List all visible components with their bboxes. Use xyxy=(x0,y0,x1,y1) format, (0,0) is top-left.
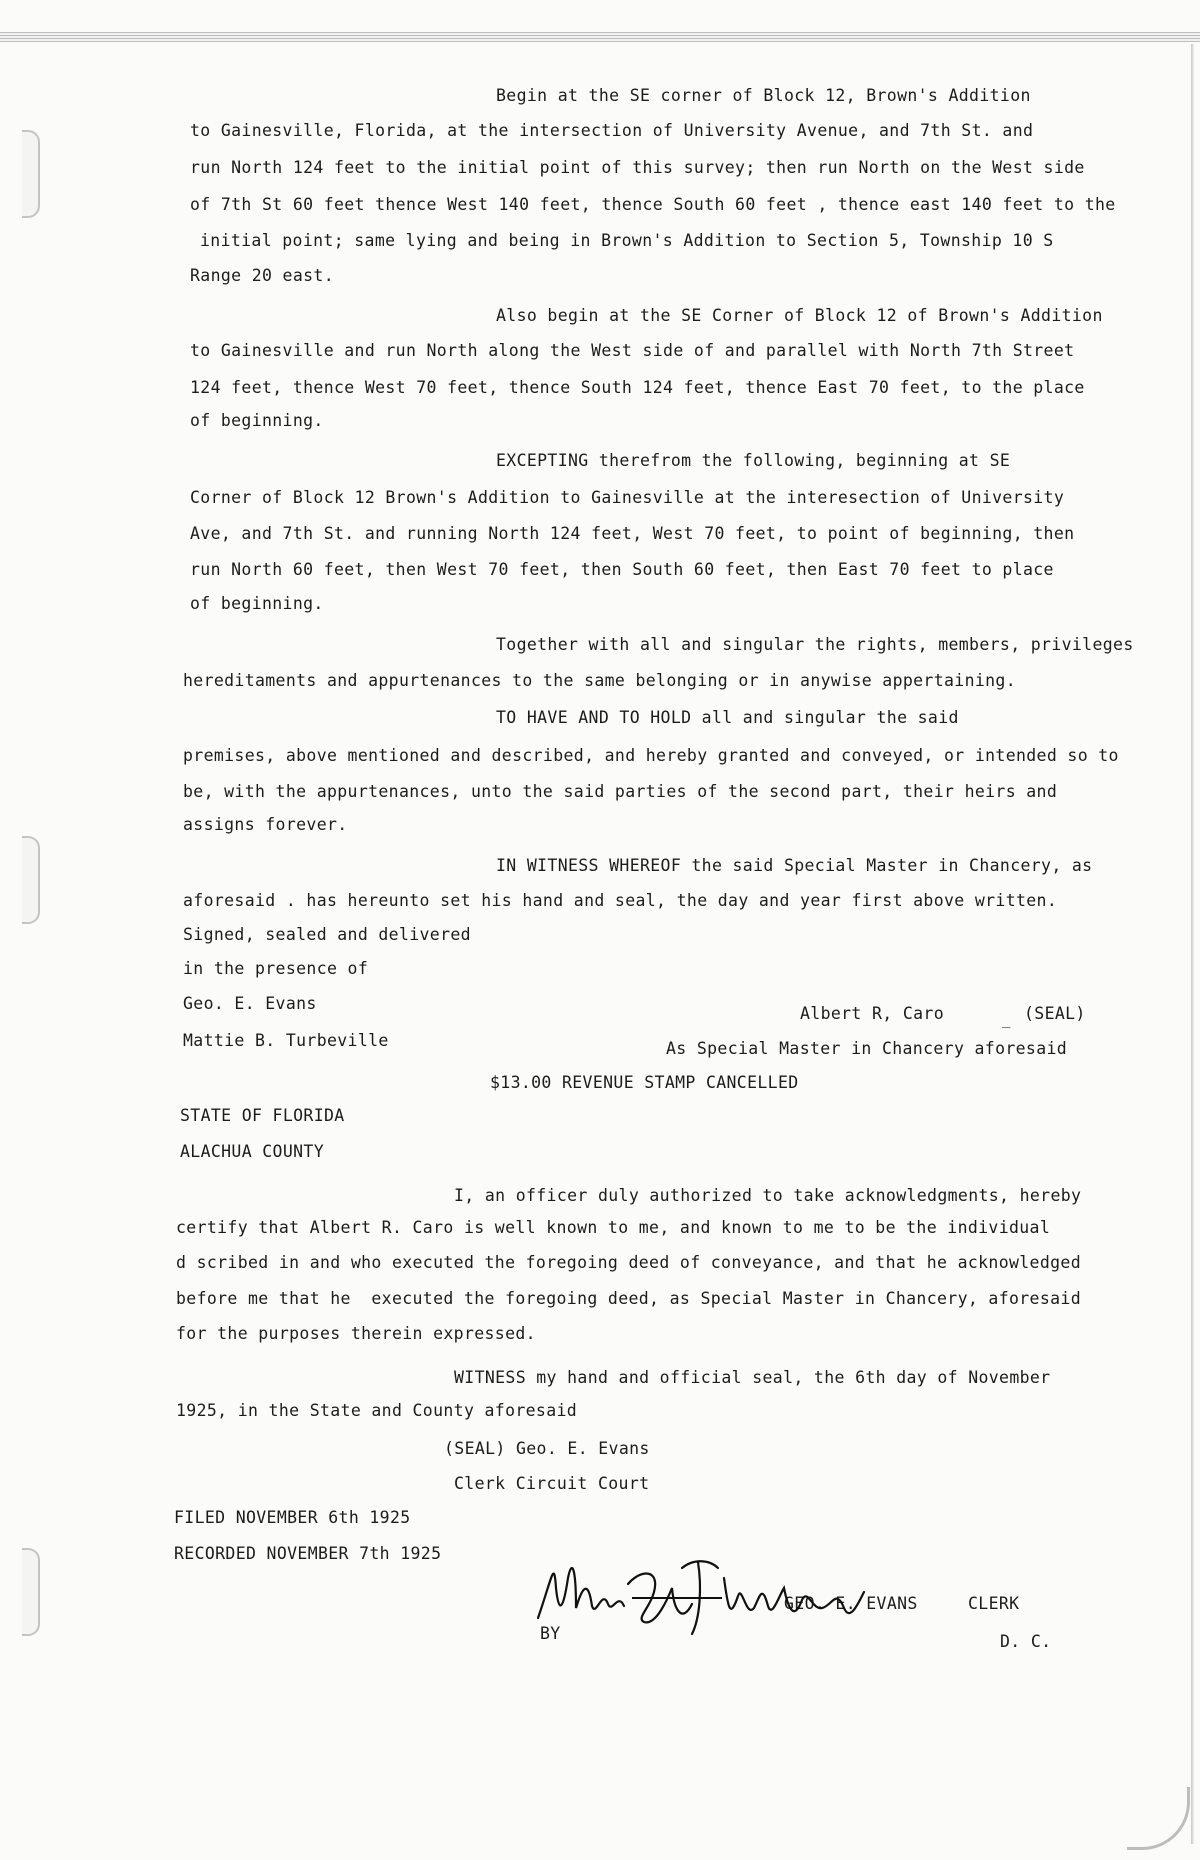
page-edge xyxy=(1191,44,1194,1844)
habendum-line: assigns forever. xyxy=(183,815,348,834)
by-label: BY xyxy=(540,1624,561,1643)
excepting-line: Corner of Block 12 Brown's Addition to Gainesville at the interesection of University xyxy=(190,488,1065,507)
habendum-line: premises, above mentioned and described, and hereby granted and conveyed, or intended so to xyxy=(183,746,1119,765)
handwritten-signature xyxy=(532,1548,892,1644)
ack-line: I, an officer duly authorized to take acknowledgments, hereby xyxy=(454,1186,1082,1205)
grantor-seal: (SEAL) xyxy=(1024,1004,1086,1023)
clerk-name: GEO. E. EVANS xyxy=(784,1594,918,1613)
witness-name-1: Geo. E. Evans xyxy=(183,994,317,1013)
revenue-stamp-note: $13.00 REVENUE STAMP CANCELLED xyxy=(490,1073,799,1092)
ack-witness-line: WITNESS my hand and official seal, the 6th day of November xyxy=(454,1368,1051,1387)
habendum-line: TO HAVE AND TO HOLD all and singular the said xyxy=(496,708,959,727)
binder-hole-middle xyxy=(22,836,40,924)
together-line: hereditaments and appurtenances to the same belonging or in anywise appertaining. xyxy=(183,671,1016,690)
presence-line: in the presence of xyxy=(183,959,369,978)
description-line: initial point; same lying and being in Brown's Addition to Section 5, Township 10 S xyxy=(200,231,1054,250)
ack-line: before me that he executed the foregoing deed, as Special Master in Chancery, aforesaid xyxy=(176,1289,1081,1308)
excepting-line: of beginning. xyxy=(190,594,324,613)
signed-sealed-line: Signed, sealed and delivered xyxy=(183,925,471,944)
ack-county: ALACHUA COUNTY xyxy=(180,1142,324,1161)
officer-signature: (SEAL) Geo. E. Evans xyxy=(444,1439,650,1458)
description-line: run North 124 feet to the initial point of this survey; then run North on the West side xyxy=(190,158,1085,177)
together-line: Together with all and singular the rights, members, privileges xyxy=(496,635,1134,654)
also-line: to Gainesville and run North along the West side of and parallel with North 7th Street xyxy=(190,341,1075,360)
grantor-title: As Special Master in Chancery aforesaid xyxy=(666,1039,1068,1058)
also-line: Also begin at the SE Corner of Block 12 of Brown's Addition xyxy=(496,306,1103,325)
binder-hole-bottom xyxy=(22,1548,40,1636)
officer-title: Clerk Circuit Court xyxy=(454,1474,650,1493)
deputy-clerk-label: D. C. xyxy=(1000,1632,1052,1651)
filed-date: FILED NOVEMBER 6th 1925 xyxy=(174,1508,411,1527)
ack-witness-line: 1925, in the State and County aforesaid xyxy=(176,1401,578,1420)
ack-line: certify that Albert R. Caro is well known to me, and known to me to be the individual xyxy=(176,1218,1051,1237)
ack-state: STATE OF FLORIDA xyxy=(180,1106,345,1125)
page-corner-curl xyxy=(1127,1787,1190,1850)
also-line: of beginning. xyxy=(190,411,324,430)
habendum-line: be, with the appurtenances, unto the said parties of the second part, their heirs and xyxy=(183,782,1058,801)
binder-hole-top xyxy=(22,130,40,218)
witness-whereof-line: IN WITNESS WHEREOF the said Special Master in Chancery, as xyxy=(496,856,1093,875)
excepting-line: EXCEPTING therefrom the following, beginning at SE xyxy=(496,451,1011,470)
ack-line: d scribed in and who executed the foregoing deed of conveyance, and that he acknowledged xyxy=(176,1253,1081,1272)
excepting-line: run North 60 feet, then West 70 feet, then South 60 feet, then East 70 feet to place xyxy=(190,560,1054,579)
ack-line: for the purposes therein expressed. xyxy=(176,1324,536,1343)
description-line: Begin at the SE corner of Block 12, Brown's Addition xyxy=(496,86,1031,105)
description-line: to Gainesville, Florida, at the intersection of University Avenue, and 7th St. and xyxy=(190,121,1034,140)
top-rule xyxy=(0,32,1200,42)
witness-name-2: Mattie B. Turbeville xyxy=(183,1031,389,1050)
description-line: of 7th St 60 feet thence West 140 feet, thence South 60 feet , thence east 140 feet to the xyxy=(190,195,1116,214)
grantor-name: Albert R, Caro xyxy=(800,1004,944,1023)
witness-whereof-line: aforesaid . has hereunto set his hand and seal, the day and year first above written. xyxy=(183,891,1058,910)
description-line: Range 20 east. xyxy=(190,266,334,285)
seal-blank-line: _ xyxy=(1002,1012,1011,1028)
recorded-date: RECORDED NOVEMBER 7th 1925 xyxy=(174,1544,442,1563)
also-line: 124 feet, thence West 70 feet, thence South 124 feet, thence East 70 feet, to the place xyxy=(190,378,1085,397)
clerk-label: CLERK xyxy=(968,1594,1020,1613)
excepting-line: Ave, and 7th St. and running North 124 feet, West 70 feet, to point of beginning, then xyxy=(190,524,1075,543)
